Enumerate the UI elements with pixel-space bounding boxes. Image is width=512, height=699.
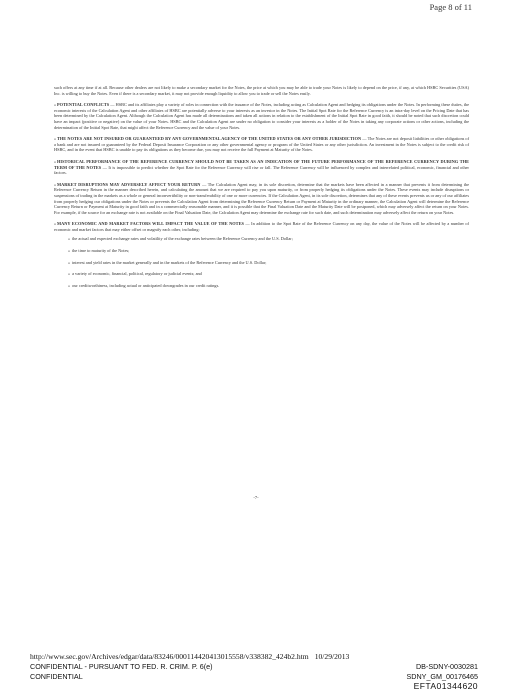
section-body: — It is impossible to predict whether the Spot Rate for the Reference Currency will rise or fall. The Reference Currency will be influenced by complex and interrelated political, economic, financial and other factors. (54, 164, 469, 176)
bullet-icon: « (54, 102, 56, 108)
section-heading: THE NOTES ARE NOT INSURED OR GUARANTEED BY ANY GOVERNMENTAL AGENCY OF THE UNITED STATES OR ANY OTHER JURISDICTION (57, 136, 362, 142)
section-heading: MANY ECONOMIC AND MARKET FACTORS WILL IMPACT THE VALUE OF THE NOTES (57, 221, 244, 227)
factor-text: our creditworthiness, including actual or anticipated downgrades in our credit ratings. (72, 282, 220, 288)
footer-row-1 (30, 662, 478, 671)
footer-row-2 (30, 672, 478, 681)
list-item (68, 271, 469, 277)
section-heading: HISTORICAL PERFORMANCE OF THE REFERENCE CURRENCY SHOULD NOT BE TAKEN AS AN INDICATION OF THE FUTURE PERFORMANCE OF THE REFERENCE CURRENCY DURING THE TERM OF THE NOTES (54, 158, 469, 170)
sub-bullet-icon: » (68, 248, 70, 254)
page-number: -7- (253, 495, 259, 500)
factor-text: the actual and expected exchange rates and volatility of the exchange rates between the Reference Currency and the U.S. Dollar; (72, 236, 293, 242)
section-potential-conflicts (54, 102, 469, 130)
section-heading: MARKET DISRUPTIONS MAY ADVERSELY AFFECT YOUR RETURN (57, 181, 201, 187)
section-market-disruptions (54, 182, 469, 216)
bullet-icon: « (54, 158, 56, 164)
print-date: 10/29/2013 (314, 652, 350, 661)
list-item (68, 260, 469, 266)
bullet-icon: « (54, 136, 56, 142)
sub-bullet-icon: » (68, 271, 70, 277)
sub-bullet-icon: » (68, 236, 70, 242)
footer-url-line (30, 652, 349, 661)
section-economic-factors (54, 221, 469, 288)
factor-text: the time to maturity of the Notes; (72, 248, 130, 254)
sub-bullet-icon: » (68, 282, 70, 288)
section-body: — In addition to the Spot Rate of the Reference Currency on any day, the value of the Notes will be affected by a number of economic and market factors that may either offset or magnify each other, including: (54, 221, 469, 232)
source-url[interactable]: http://www.sec.gov/Archives/edgar/data/83246/000114420413015558/v338382_424b2.htm (30, 652, 309, 661)
confidential-label: CONFIDENTIAL (30, 672, 83, 681)
section-historical-performance (54, 159, 469, 176)
factors-list (68, 236, 469, 288)
bullet-icon: « (54, 181, 56, 187)
confidential-notice: CONFIDENTIAL - PURSUANT TO FED. R. CRIM. P. 6(e) (30, 662, 213, 671)
factor-text: a variety of economic, financial, political, regulatory or judicial events; and (72, 271, 202, 277)
section-heading: POTENTIAL CONFLICTS (57, 102, 110, 108)
bullet-icon: « (54, 221, 56, 227)
list-item (68, 283, 469, 289)
section-body: — The Calculation Agent may, in its sole discretion, determine that the markets have been affected in a manner that prevents it from determining the Reference Currency Return in the manner described herein, and calculating the amount that we are required to pay you upon maturity, or from properly hedging its obligations under the Notes. These events may include disruptions or suspensions of trading in the markets as a whole or general inconvertibility or non-transferability of one or more currencies. If the Calculation Agent, in its sole discretion, determines that any of these events prevents us or any of our affiliates from properly hedging our obligations under the Notes or prevents the Calculation Agent from determining the Reference Currency Return or Payment at Maturity in the ordinary manner, the Calculation Agent will determine the Reference Currency Return or Payment at Maturity in good faith and in a commercially reasonable manner, and it is possible that the Final Valuation Date and the Maturity Date will be postponed, which may adversely affect the return on your Notes. For example, if the source for an exchange rate is not available on the Final Valuation Date, the Calculation Agent may determine the exchange rate for such date, and such determination may adversely affect the return on your Notes. (54, 181, 469, 215)
section-body: — The Notes are not deposit liabilities or other obligations of a bank and are not insured or guaranteed by the Federal Deposit Insurance Corporation or any other governmental agency or program of the United States or any other jurisdiction. An investment in the Notes is subject to the credit risk of HSBC, and in the event that HSBC is unable to pay its obligations as they become due, you may not receive the full Payment at Maturity of the Notes. (54, 136, 470, 153)
section-body: — HSBC and its affiliates play a variety of roles in connection with the issuance of the Notes, including acting as Calculation Agent and hedging its obligations under the Notes. In performing these duties, the economic interests of the Calculation Agent and other affiliates of HSBC are potentially adverse to your interests as an investor in the Notes. The Initial Spot Rate for the Reference Currency is an intra-day level on the Pricing Date that has been determined by the Calculation Agent. Although the Calculation Agent has made all determinations and taken all actions in relation to the establishment of the Initial Spot Rate in good faith, it should be noted that such discretion could have an impact (positive or negative) on the value of your Notes. HSBC and the Calculation Agent are under no obligation to consider your interests as a holder of the Notes in taking any corporate actions or other actions, including the determination of the Initial Spot Rate, that might affect the Reference Currency and the value of your Notes. (54, 102, 469, 130)
efta-number: EFTA01344620 (413, 681, 478, 691)
section-not-insured (54, 136, 469, 153)
bates-number-db: DB-SDNY-0030281 (415, 662, 478, 671)
list-item (68, 236, 469, 242)
intro-paragraph: such offers at any time if at all. Because other dealers are not likely to make a secondary market for the Notes, the price at which you may be able to trade your Notes is likely to depend on the price, if any, at which HSBC Securities (USA) Inc. is willing to buy the Notes. Even if there is a secondary market, it may not provide enough liquidity to allow you to trade or sell the Notes easily. (54, 85, 469, 96)
factor-text: interest and yield rates in the market generally and in the markets of the Reference Currency and the U.S. Dollar; (72, 259, 267, 265)
document-body (54, 85, 469, 294)
bates-number-sdny: SDNY_GM_00176465 (406, 672, 478, 681)
page-label: Page 8 of 11 (429, 2, 472, 12)
sub-bullet-icon: » (68, 259, 70, 265)
list-item (68, 248, 469, 254)
